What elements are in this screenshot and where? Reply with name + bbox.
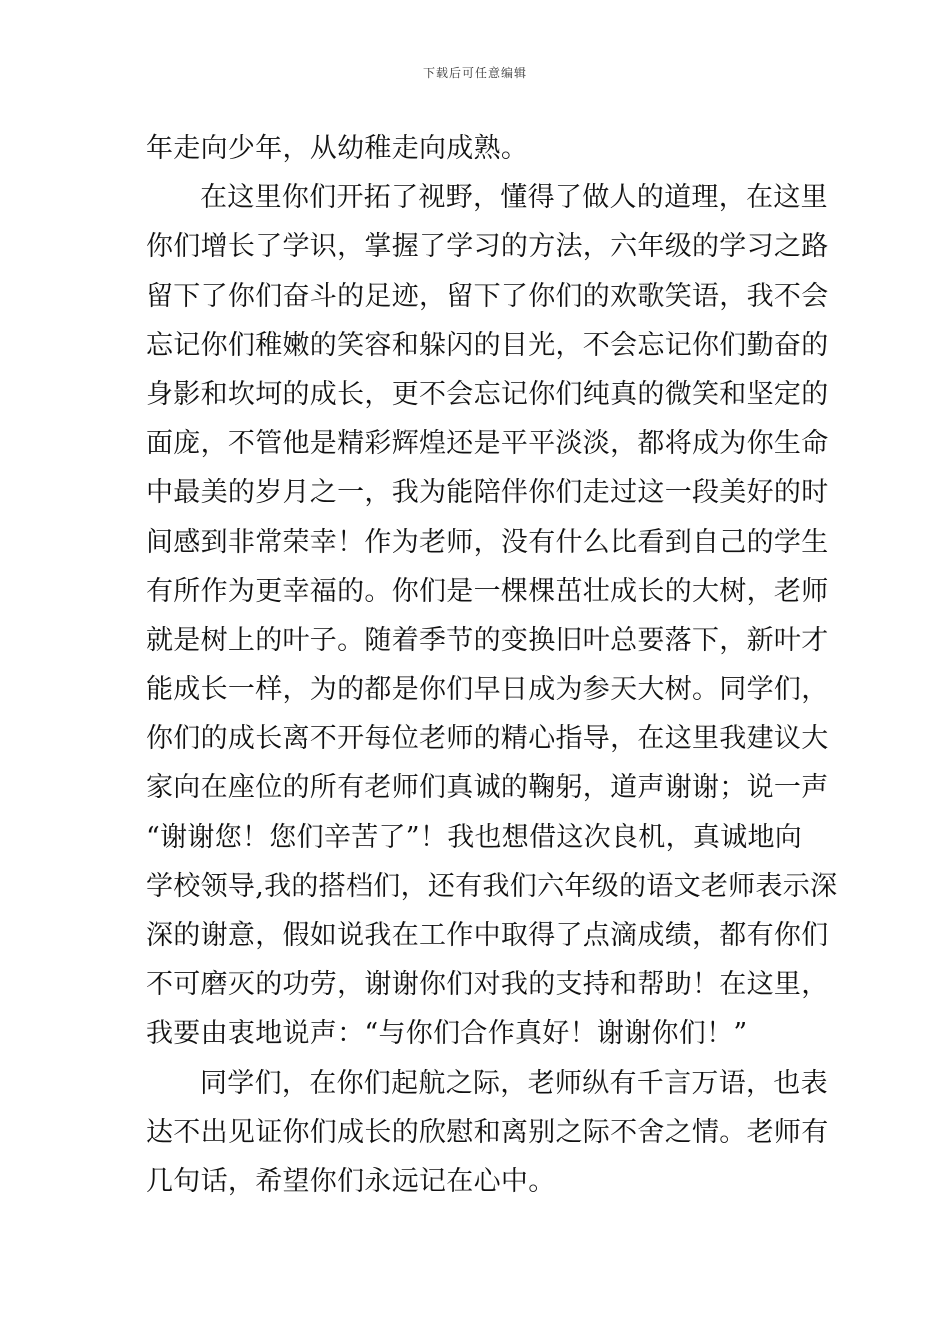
text-line: 你们增长了学识，掌握了学习的方法，六年级的学习之路 <box>146 231 829 263</box>
page-header: 下载后可任意编辑 <box>422 66 527 80</box>
text-line: 同学们，在你们起航之际，老师纵有千言万语，也表 <box>200 1067 828 1099</box>
text-line: 深的谢意，假如说我在工作中取得了点滴成绩，都有你们 <box>146 920 829 951</box>
text-line: 家向在座位的所有老师们真诚的鞠躬，道声谢谢；说一声 <box>146 772 829 804</box>
text-line: 几句话，希望你们永远记在心中。 <box>146 1165 556 1197</box>
text-line: 间感到非常荣幸！作为老师，没有什么比看到自己的学生 <box>146 526 829 558</box>
text-line: 就是树上的叶子。随着季节的变换旧叶总要落下，新叶才 <box>146 624 829 656</box>
text-line: 能成长一样，为的都是你们早日成为参天大树。同学们， <box>146 674 829 706</box>
text-line: “谢谢您！您们辛苦了”！我也想借这次良机，真诚地向 <box>146 821 803 853</box>
text-line: 身影和坎坷的成长，更不会忘记你们纯真的微笑和坚定的 <box>146 378 829 410</box>
text-line: 面庞，不管他是精彩辉煌还是平平淡淡，都将成为你生命 <box>146 428 829 460</box>
text-line: 不可磨灭的功劳，谢谢你们对我的支持和帮助！在这里， <box>146 969 829 1001</box>
text-line: 学校领导,我的搭档们，还有我们六年级的语文老师表示深 <box>146 870 838 902</box>
text-line: 达不出见证你们成长的欣慰和离别之际不舍之情。老师有 <box>146 1116 829 1148</box>
text-line: 你们的成长离不开每位老师的精心指导，在这里我建议大 <box>146 723 829 755</box>
text-line: 年走向少年，从幼稚走向成熟。 <box>146 133 529 164</box>
text-line: 我要由衷地说声：“与你们合作真好！谢谢你们！” <box>146 1018 748 1050</box>
text-line: 在这里你们开拓了视野，懂得了做人的道理，在这里 <box>200 182 828 214</box>
document-body <box>146 124 838 1206</box>
text-line: 中最美的岁月之一，我为能陪伴你们走过这一段美好的时 <box>146 477 829 509</box>
text-line: 有所作为更幸福的。你们是一棵棵茁壮成长的大树，老师 <box>146 575 829 607</box>
text-line: 留下了你们奋斗的足迹，留下了你们的欢歌笑语，我不会 <box>146 280 829 312</box>
text-line: 忘记你们稚嫩的笑容和躲闪的目光，不会忘记你们勤奋的 <box>146 329 829 361</box>
